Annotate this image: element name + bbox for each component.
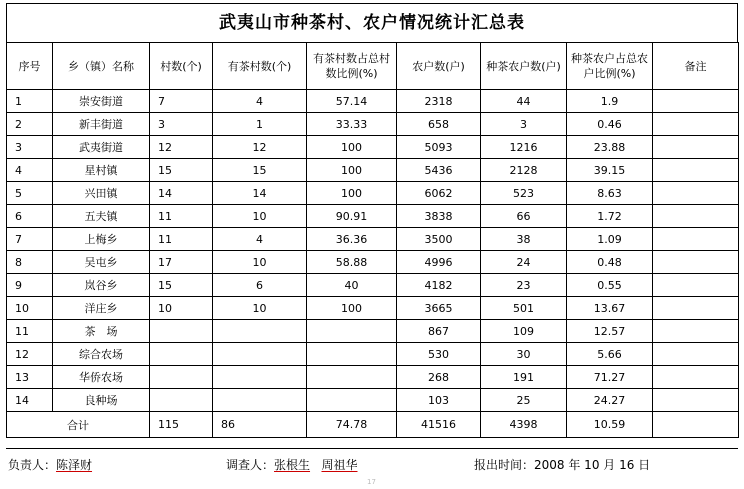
- cell-remark: [653, 205, 739, 228]
- cell-households: 3500: [397, 228, 481, 251]
- cell-household-pct: 1.9: [567, 90, 653, 113]
- cell-villages: 3: [150, 113, 213, 136]
- cell-remark: [653, 274, 739, 297]
- cell-villages: [150, 389, 213, 412]
- cell-name: 新丰街道: [53, 113, 150, 136]
- cell-no: 3: [7, 136, 53, 159]
- cell-tea-villages: [213, 366, 307, 389]
- cell-tea-villages: 14: [213, 182, 307, 205]
- cell-remark: [653, 251, 739, 274]
- cell-household-pct: 23.88: [567, 136, 653, 159]
- cell-villages: 11: [150, 228, 213, 251]
- cell-tea-households: 66: [481, 205, 567, 228]
- cell-household-pct: 5.66: [567, 343, 653, 366]
- cell-remark: [653, 228, 739, 251]
- cell-no: 10: [7, 297, 53, 320]
- cell-household-pct: 1.72: [567, 205, 653, 228]
- col-header-tea-households: 种茶农户数(户): [481, 43, 567, 90]
- cell-tea-households: 44: [481, 90, 567, 113]
- table-row: [7, 320, 739, 343]
- cell-households: 5093: [397, 136, 481, 159]
- responsible-group: [8, 456, 92, 473]
- col-header-households: 农户数(户): [397, 43, 481, 90]
- cell-households: 530: [397, 343, 481, 366]
- cell-villages: 10: [150, 297, 213, 320]
- cell-remark: [653, 320, 739, 343]
- cell-tea-villages: 15: [213, 159, 307, 182]
- page-number-area: [0, 480, 744, 489]
- cell-village-pct: 40: [307, 274, 397, 297]
- cell-village-pct: 100: [307, 159, 397, 182]
- cell-name: 综合农场: [53, 343, 150, 366]
- cell-tea-households: 191: [481, 366, 567, 389]
- total-tea-households: 4398: [481, 412, 567, 438]
- cell-tea-households: 24: [481, 251, 567, 274]
- page-number: 17: [367, 478, 376, 486]
- cell-household-pct: 13.67: [567, 297, 653, 320]
- table-row: [7, 343, 739, 366]
- cell-remark: [653, 90, 739, 113]
- statistics-table: [6, 42, 739, 438]
- cell-tea-villages: [213, 343, 307, 366]
- cell-village-pct: [307, 366, 397, 389]
- cell-tea-villages: [213, 389, 307, 412]
- cell-no: 4: [7, 159, 53, 182]
- report-time-label: 报出时间：: [474, 458, 535, 472]
- cell-tea-villages: 6: [213, 274, 307, 297]
- cell-villages: 15: [150, 274, 213, 297]
- cell-households: 5436: [397, 159, 481, 182]
- report-footer: [6, 448, 738, 475]
- cell-village-pct: 36.36: [307, 228, 397, 251]
- cell-name: 五夫镇: [53, 205, 150, 228]
- cell-remark: [653, 182, 739, 205]
- cell-tea-villages: 10: [213, 205, 307, 228]
- cell-village-pct: 57.14: [307, 90, 397, 113]
- cell-name: 星村镇: [53, 159, 150, 182]
- cell-name: 洋庄乡: [53, 297, 150, 320]
- total-remark: [653, 412, 739, 438]
- cell-tea-households: 109: [481, 320, 567, 343]
- cell-household-pct: 0.48: [567, 251, 653, 274]
- cell-tea-villages: 10: [213, 251, 307, 274]
- col-header-no: 序号: [7, 43, 53, 90]
- cell-tea-villages: [213, 320, 307, 343]
- cell-household-pct: 8.63: [567, 182, 653, 205]
- total-village-pct: 74.78: [307, 412, 397, 438]
- cell-tea-villages: 1: [213, 113, 307, 136]
- cell-no: 6: [7, 205, 53, 228]
- cell-household-pct: 12.57: [567, 320, 653, 343]
- table-row: [7, 90, 739, 113]
- cell-village-pct: [307, 389, 397, 412]
- statistics-sheet: [6, 3, 738, 438]
- cell-tea-households: 1216: [481, 136, 567, 159]
- table-row: [7, 159, 739, 182]
- cell-household-pct: 39.15: [567, 159, 653, 182]
- cell-households: 658: [397, 113, 481, 136]
- report-time-value: 2008 年 10 月 16 日: [534, 458, 651, 472]
- table-row: [7, 389, 739, 412]
- cell-village-pct: 58.88: [307, 251, 397, 274]
- cell-household-pct: 71.27: [567, 366, 653, 389]
- cell-village-pct: 90.91: [307, 205, 397, 228]
- cell-households: 867: [397, 320, 481, 343]
- cell-household-pct: 1.09: [567, 228, 653, 251]
- cell-name: 吴屯乡: [53, 251, 150, 274]
- cell-remark: [653, 366, 739, 389]
- investigator-label: 调查人：: [226, 458, 275, 472]
- cell-household-pct: 24.27: [567, 389, 653, 412]
- col-header-tea-villages: 有茶村数(个): [213, 43, 307, 90]
- cell-no: 5: [7, 182, 53, 205]
- table-row: [7, 251, 739, 274]
- cell-households: 2318: [397, 90, 481, 113]
- cell-tea-villages: 12: [213, 136, 307, 159]
- table-row: [7, 297, 739, 320]
- total-households: 41516: [397, 412, 481, 438]
- table-title: 武夷山市种茶村、农户情况统计汇总表: [6, 3, 738, 42]
- cell-villages: 15: [150, 159, 213, 182]
- table-row: [7, 366, 739, 389]
- total-household-pct: 10.59: [567, 412, 653, 438]
- total-label: 合计: [7, 412, 150, 438]
- cell-household-pct: 0.46: [567, 113, 653, 136]
- cell-tea-villages: 4: [213, 90, 307, 113]
- responsible-name: 陈泽财: [56, 458, 93, 472]
- cell-households: 3838: [397, 205, 481, 228]
- cell-households: 3665: [397, 297, 481, 320]
- cell-households: 4182: [397, 274, 481, 297]
- cell-remark: [653, 136, 739, 159]
- table-row: [7, 113, 739, 136]
- total-row: [7, 412, 739, 438]
- cell-villages: 14: [150, 182, 213, 205]
- col-header-village-pct: 有茶村数占总村数比例(%): [307, 43, 397, 90]
- cell-village-pct: 100: [307, 136, 397, 159]
- cell-name: 武夷街道: [53, 136, 150, 159]
- cell-no: 1: [7, 90, 53, 113]
- cell-villages: [150, 343, 213, 366]
- cell-no: 12: [7, 343, 53, 366]
- cell-name: 兴田镇: [53, 182, 150, 205]
- col-header-name: 乡（镇）名称: [53, 43, 150, 90]
- cell-name: 岚谷乡: [53, 274, 150, 297]
- investigator-name-2: 周祖华: [321, 458, 358, 472]
- header-row: [7, 43, 739, 90]
- cell-name: 上梅乡: [53, 228, 150, 251]
- cell-remark: [653, 113, 739, 136]
- cell-remark: [653, 159, 739, 182]
- cell-households: 4996: [397, 251, 481, 274]
- cell-no: 13: [7, 366, 53, 389]
- cell-no: 8: [7, 251, 53, 274]
- cell-tea-villages: 10: [213, 297, 307, 320]
- cell-tea-households: 3: [481, 113, 567, 136]
- cell-no: 2: [7, 113, 53, 136]
- report-time-group: [474, 456, 650, 473]
- table-row: [7, 205, 739, 228]
- total-villages: 115: [150, 412, 213, 438]
- cell-tea-households: 523: [481, 182, 567, 205]
- cell-village-pct: [307, 343, 397, 366]
- cell-villages: [150, 320, 213, 343]
- cell-name: 良种场: [53, 389, 150, 412]
- cell-tea-households: 25: [481, 389, 567, 412]
- cell-tea-households: 23: [481, 274, 567, 297]
- cell-village-pct: 100: [307, 297, 397, 320]
- cell-villages: 7: [150, 90, 213, 113]
- cell-remark: [653, 343, 739, 366]
- cell-remark: [653, 297, 739, 320]
- table-row: [7, 228, 739, 251]
- cell-no: 9: [7, 274, 53, 297]
- responsible-label: 负责人：: [8, 458, 57, 472]
- cell-villages: [150, 366, 213, 389]
- cell-no: 14: [7, 389, 53, 412]
- col-header-villages: 村数(个): [150, 43, 213, 90]
- total-tea-villages: 86: [213, 412, 307, 438]
- cell-tea-households: 501: [481, 297, 567, 320]
- table-row: [7, 274, 739, 297]
- investigator-group: [226, 456, 358, 473]
- cell-villages: 17: [150, 251, 213, 274]
- cell-name: 华侨农场: [53, 366, 150, 389]
- cell-name: 崇安街道: [53, 90, 150, 113]
- cell-tea-households: 30: [481, 343, 567, 366]
- cell-tea-households: 38: [481, 228, 567, 251]
- cell-no: 7: [7, 228, 53, 251]
- cell-villages: 12: [150, 136, 213, 159]
- investigator-name-1: 张根生: [274, 458, 311, 472]
- cell-households: 103: [397, 389, 481, 412]
- cell-household-pct: 0.55: [567, 274, 653, 297]
- cell-tea-households: 2128: [481, 159, 567, 182]
- cell-name: 茶 场: [53, 320, 150, 343]
- cell-no: 11: [7, 320, 53, 343]
- cell-households: 268: [397, 366, 481, 389]
- cell-tea-villages: 4: [213, 228, 307, 251]
- cell-village-pct: [307, 320, 397, 343]
- col-header-remark: 备注: [653, 43, 739, 90]
- cell-remark: [653, 389, 739, 412]
- cell-village-pct: 100: [307, 182, 397, 205]
- cell-households: 6062: [397, 182, 481, 205]
- table-row: [7, 136, 739, 159]
- cell-villages: 11: [150, 205, 213, 228]
- table-row: [7, 182, 739, 205]
- col-header-household-pct: 种茶农户占总农户比例(%): [567, 43, 653, 90]
- cell-village-pct: 33.33: [307, 113, 397, 136]
